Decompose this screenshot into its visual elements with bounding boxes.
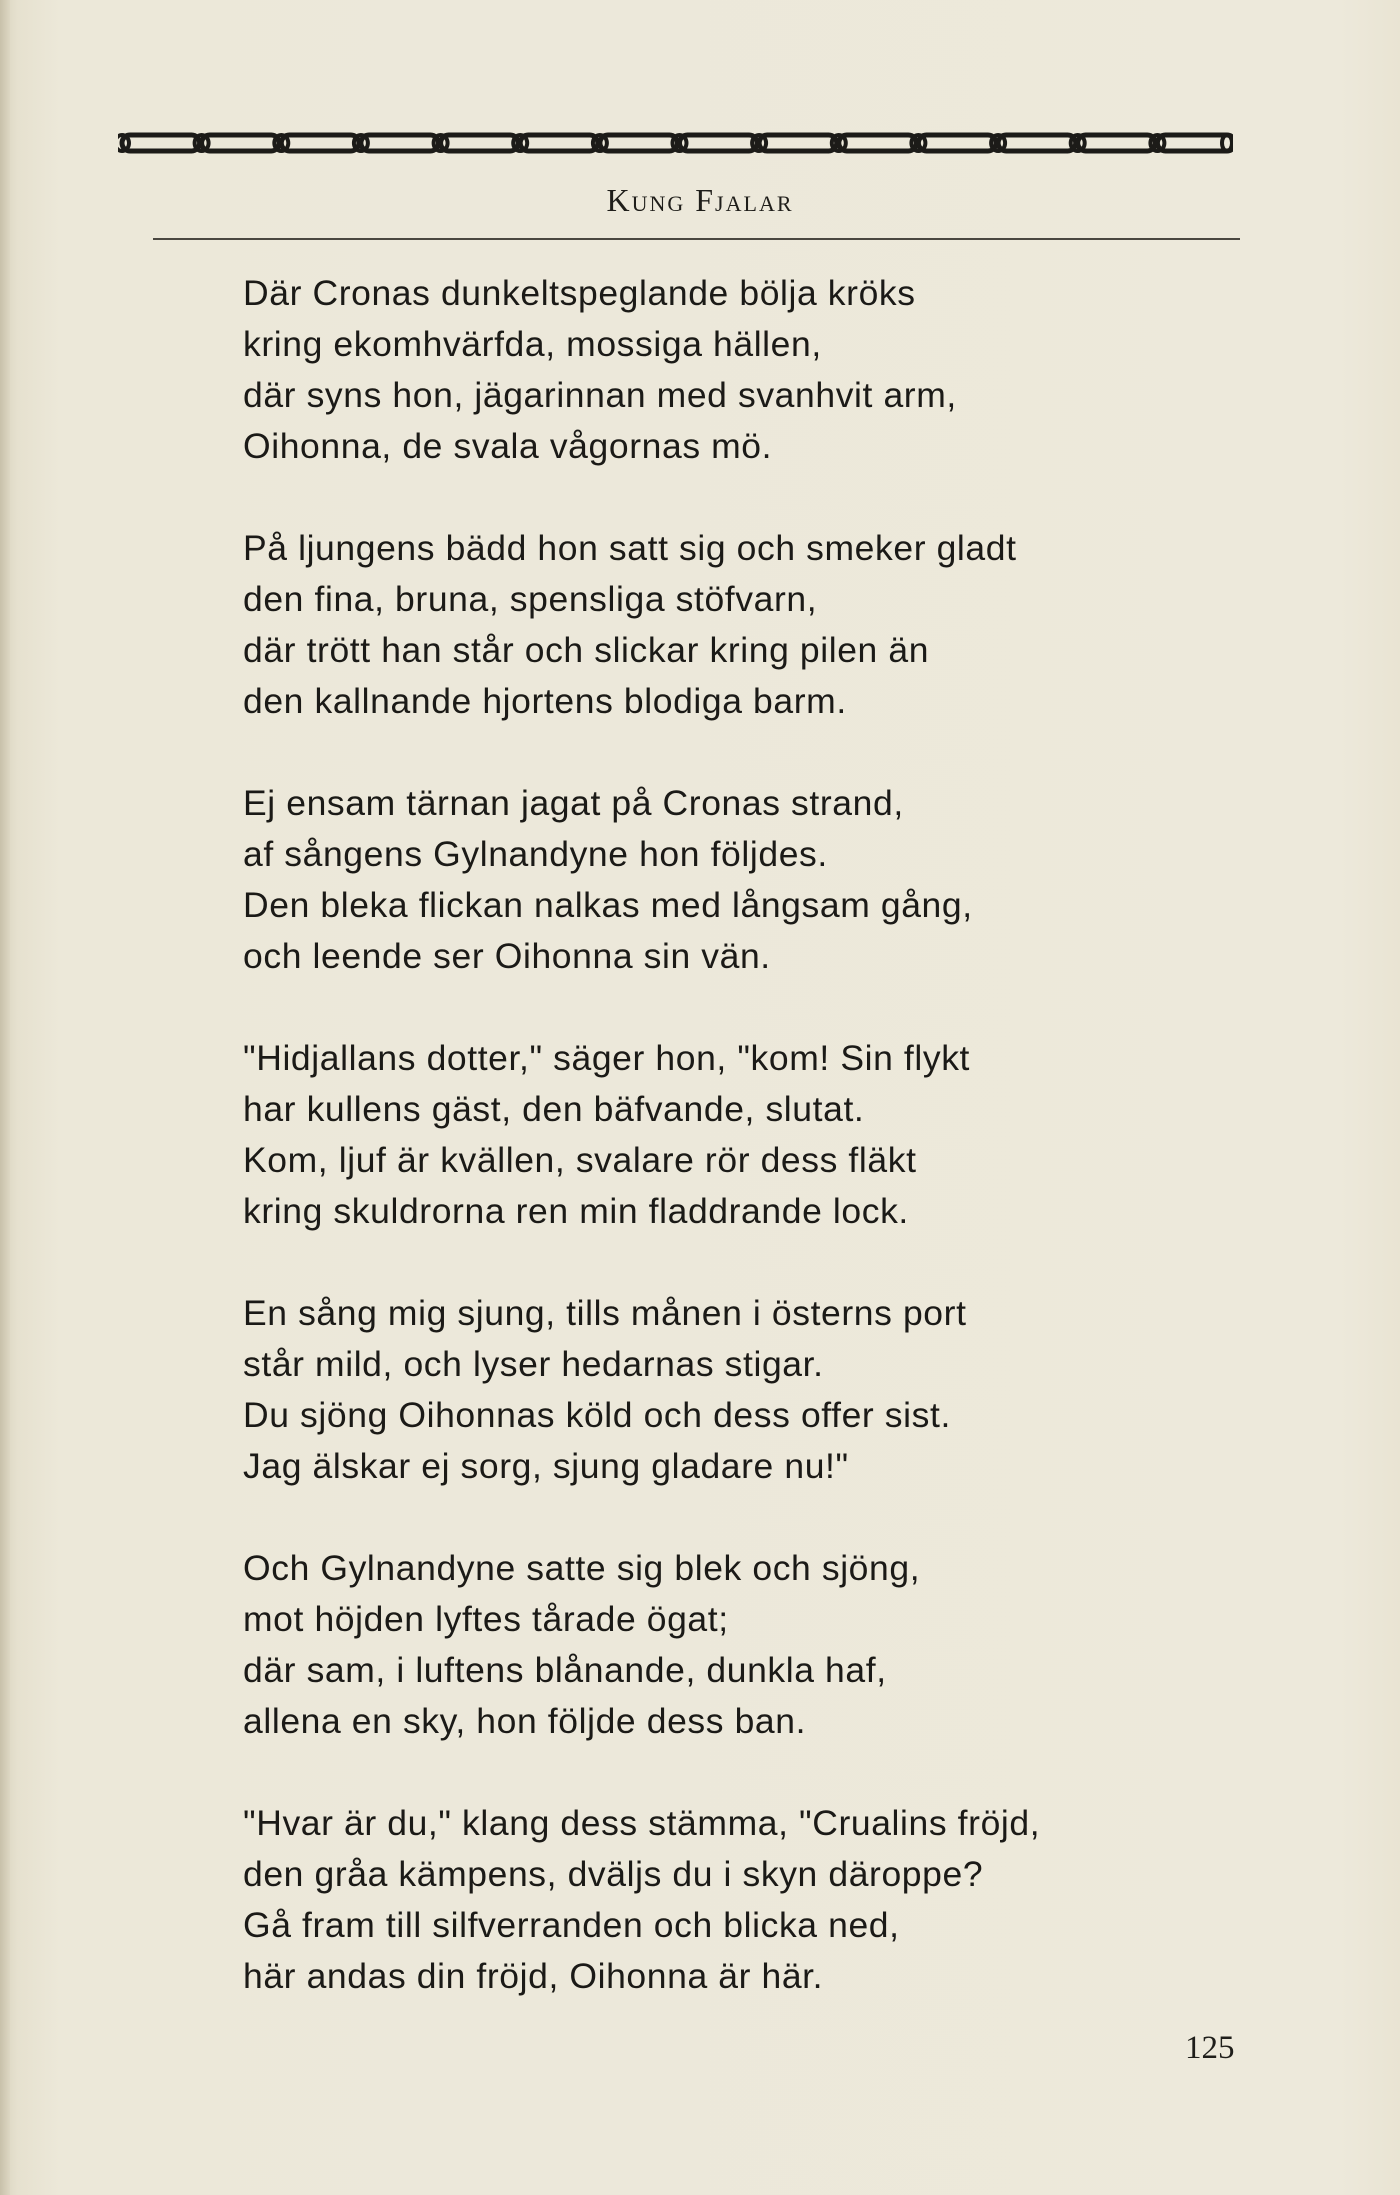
stanza-5 bbox=[243, 1288, 1253, 1492]
verse-line: kring skuldrorna ren min fladdrande lock. bbox=[243, 1191, 909, 1231]
verse-line: där trött han står och slickar kring pilen än bbox=[243, 630, 930, 670]
stanza-7 bbox=[243, 1798, 1253, 2002]
chain-link bbox=[998, 135, 1076, 151]
verse-line: Och Gylnandyne satte sig blek och sjöng, bbox=[243, 1548, 921, 1588]
verse-line: allena en sky, hon följde dess ban. bbox=[243, 1701, 807, 1741]
verse-line: Oihonna, de svala vågornas mö. bbox=[243, 426, 773, 466]
chain-link bbox=[202, 135, 280, 151]
verse-line: Jag älskar ej sorg, sjung gladare nu!" bbox=[243, 1446, 849, 1486]
stanza-1 bbox=[243, 268, 1253, 472]
verse-line: här andas din fröjd, Oihonna är här. bbox=[243, 1956, 824, 1996]
chain-link bbox=[680, 135, 758, 151]
page-gutter-shadow bbox=[0, 0, 10, 2195]
verse-line: "Hvar är du," klang dess stämma, "Crualins fröjd, bbox=[243, 1803, 1041, 1843]
verse-line: har kullens gäst, den bäfvande, slutat. bbox=[243, 1089, 865, 1129]
verse-line: Ej ensam tärnan jagat på Cronas strand, bbox=[243, 783, 904, 823]
verse-line: Du sjöng Oihonnas köld och dess offer sist. bbox=[243, 1395, 951, 1435]
chain-link bbox=[122, 135, 200, 151]
chain-link bbox=[759, 135, 837, 151]
chain-link bbox=[281, 135, 359, 151]
verse-line: kring ekomhvärfda, mossiga hällen, bbox=[243, 324, 822, 364]
chain-link bbox=[361, 135, 439, 151]
verse-line: af sångens Gylnandyne hon följdes. bbox=[243, 834, 828, 874]
verse-line: En sång mig sjung, tills månen i österns port bbox=[243, 1293, 967, 1333]
verse-line: mot höjden lyftes tårade ögat; bbox=[243, 1599, 729, 1639]
verse-line: den gråa kämpens, dväljs du i skyn däroppe? bbox=[243, 1854, 984, 1894]
chain-link bbox=[600, 135, 678, 151]
verse-line: den fina, bruna, spensliga stöfvarn, bbox=[243, 579, 818, 619]
verse-line: Där Cronas dunkeltspeglande bölja kröks bbox=[243, 273, 916, 313]
verse-line: där syns hon, jägarinnan med svanhvit arm, bbox=[243, 375, 957, 415]
page-number: 125 bbox=[1185, 2030, 1235, 2066]
running-title-text: Kung Fjalar bbox=[606, 182, 794, 218]
verse-line: och leende ser Oihonna sin vän. bbox=[243, 936, 771, 976]
chain-ornament-band bbox=[118, 130, 1233, 156]
verse-line: På ljungens bädd hon satt sig och smeker gladt bbox=[243, 528, 1017, 568]
verse-line: Den bleka flickan nalkas med långsam gång, bbox=[243, 885, 973, 925]
chain-link bbox=[839, 135, 917, 151]
stanza-6 bbox=[243, 1543, 1253, 1747]
running-title bbox=[0, 182, 1400, 219]
chain-link bbox=[520, 135, 598, 151]
header-rule bbox=[153, 238, 1240, 240]
stanza-3 bbox=[243, 778, 1253, 982]
verse-line: Kom, ljuf är kvällen, svalare rör dess fläkt bbox=[243, 1140, 917, 1180]
verse-line: står mild, och lyser hedarnas stigar. bbox=[243, 1344, 824, 1384]
verse-line: Gå fram till silfverranden och blicka ned, bbox=[243, 1905, 900, 1945]
chain-link bbox=[441, 135, 519, 151]
stanza-4 bbox=[243, 1033, 1253, 1237]
stanza-2 bbox=[243, 523, 1253, 727]
verse-line: den kallnande hjortens blodiga barm. bbox=[243, 681, 847, 721]
chain-link bbox=[1078, 135, 1156, 151]
poem-body bbox=[243, 268, 1253, 2053]
verse-line: "Hidjallans dotter," säger hon, "kom! Sin flykt bbox=[243, 1038, 971, 1078]
chain-link bbox=[918, 135, 996, 151]
verse-line: där sam, i luftens blånande, dunkla haf, bbox=[243, 1650, 887, 1690]
